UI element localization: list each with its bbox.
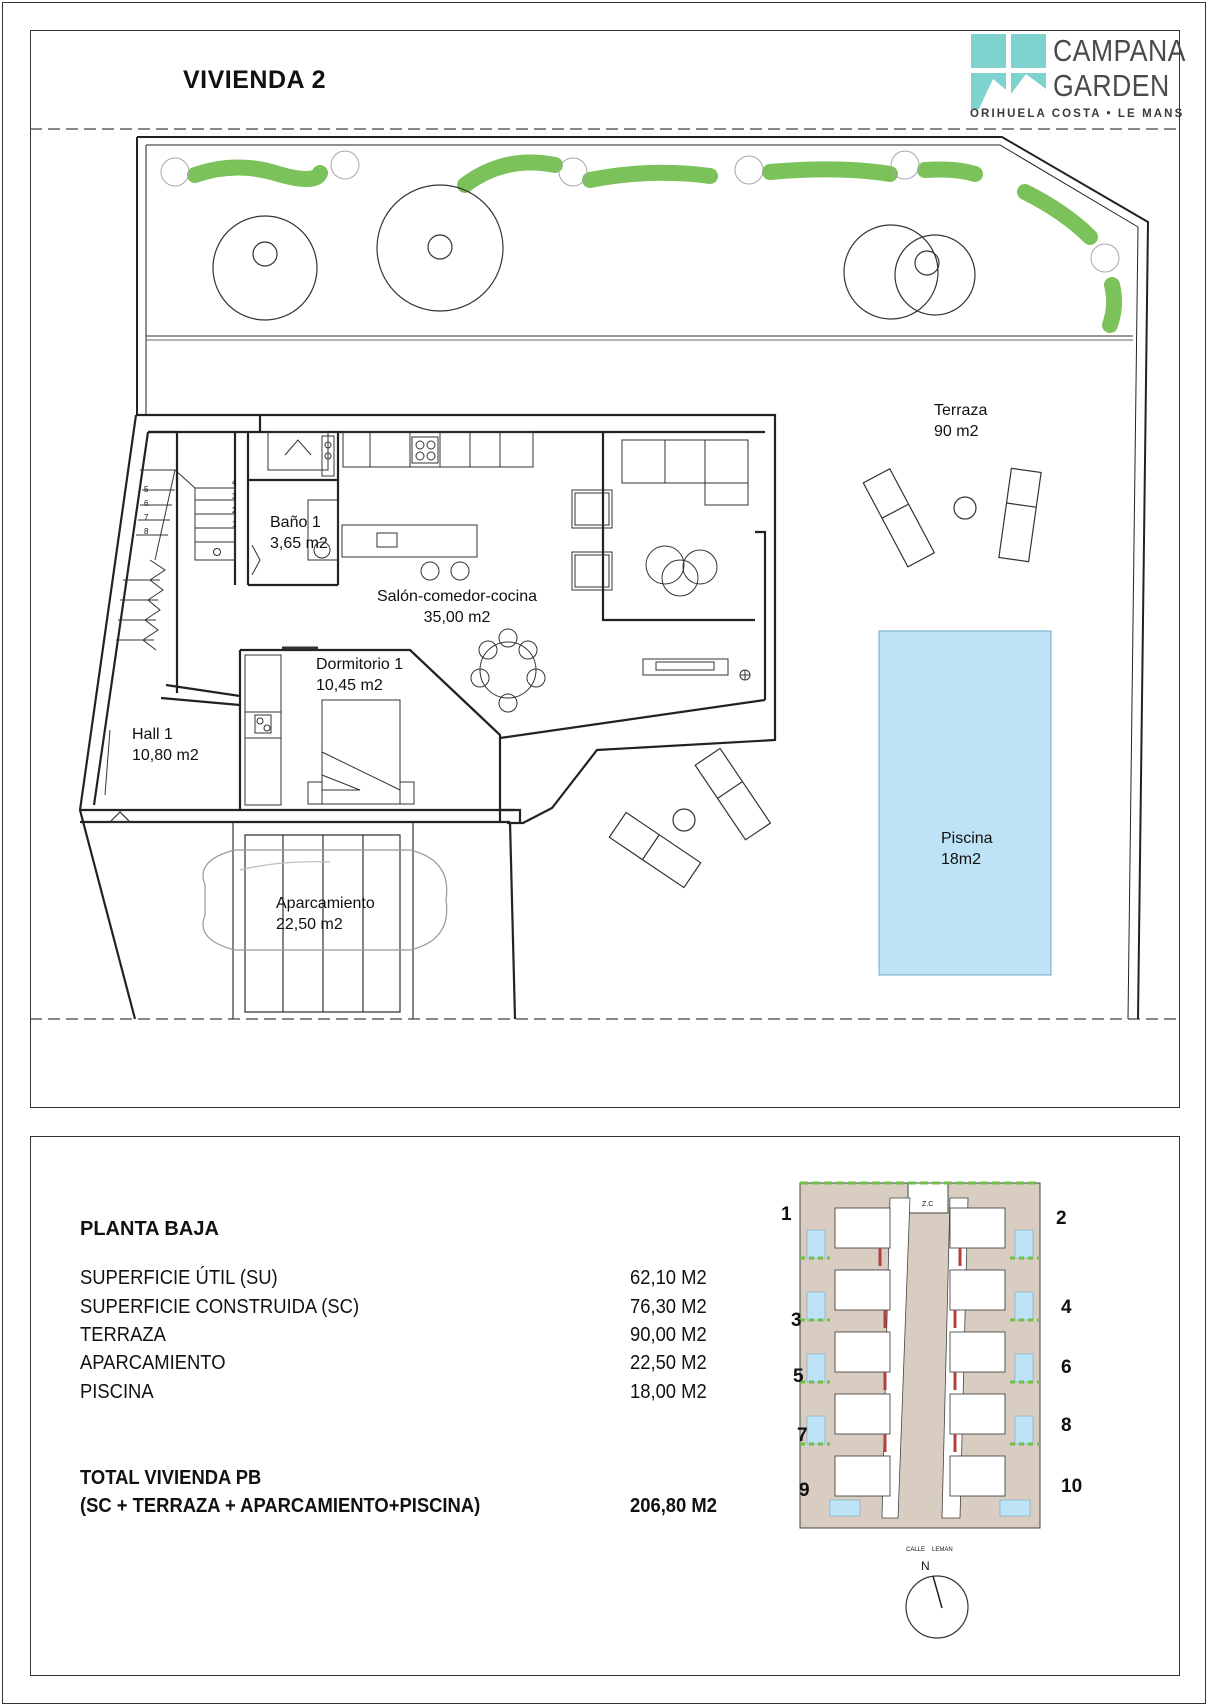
house-walls xyxy=(80,415,775,1019)
living-furniture xyxy=(471,440,750,712)
page-title: VIVIENDA 2 xyxy=(183,66,327,94)
pool xyxy=(879,631,1051,975)
staircase xyxy=(116,470,235,650)
unit-number: 3 xyxy=(791,1310,802,1331)
room-label-piscina: Piscina 18m2 xyxy=(941,830,993,868)
entrance-arrow xyxy=(110,812,130,822)
site-plan-street-label-1: CALLE xyxy=(906,1547,926,1553)
site-plan-diagram xyxy=(790,1178,1050,1538)
unit-number: 4 xyxy=(1061,1297,1072,1318)
summary-label-aparcamiento: APARCAMIENTO xyxy=(80,1352,226,1374)
summary-value-su: 62,10 M2 xyxy=(630,1267,707,1289)
summary-value-piscina: 18,00 M2 xyxy=(630,1381,707,1403)
summary-label-piscina: PISCINA xyxy=(80,1381,154,1403)
room-label-dormitorio: Dormitorio 1 10,45 m2 xyxy=(316,656,404,694)
stair-numbers-left: 5 6 7 8 xyxy=(144,485,149,536)
unit-number: 7 xyxy=(797,1425,808,1446)
tree-circles xyxy=(213,185,975,320)
summary-value-sc: 76,30 M2 xyxy=(630,1296,707,1318)
unit-number: 10 xyxy=(1061,1476,1083,1497)
room-label-bano: Baño 1 3,65 m2 xyxy=(270,514,328,552)
kitchen-fixtures xyxy=(342,432,533,580)
unit-number: 6 xyxy=(1061,1357,1072,1378)
logo-subtitle: ORIHUELA COSTA • LE MANS xyxy=(970,108,1185,120)
summary-total-label-2: (SC + TERRAZA + APARCAMIENTO+PISCINA) xyxy=(80,1495,481,1517)
logo-text-garden: GARDEN xyxy=(1053,68,1170,103)
campana-logo-mark xyxy=(971,34,1046,109)
unit-number: 8 xyxy=(1061,1415,1072,1436)
room-label-terraza: Terraza 90 m2 xyxy=(934,402,988,440)
unit-number: 9 xyxy=(799,1480,810,1501)
logo-text-campana: CAMPANA xyxy=(1053,33,1186,68)
summary-value-aparcamiento: 22,50 M2 xyxy=(630,1352,707,1374)
unit-number: 5 xyxy=(793,1366,804,1387)
summary-heading: PLANTA BAJA xyxy=(80,1218,219,1240)
site-plan-zc-label: Z.C xyxy=(922,1201,934,1208)
summary-value-terraza: 90,00 M2 xyxy=(630,1324,707,1346)
unit-number: 1 xyxy=(781,1204,792,1225)
unit-number: 2 xyxy=(1056,1208,1067,1229)
room-label-aparcamiento: Aparcamiento 22,50 m2 xyxy=(276,895,375,933)
compass-icon xyxy=(902,1572,972,1642)
summary-total-label-1: TOTAL VIVIENDA PB xyxy=(80,1467,262,1489)
summary-label-sc: SUPERFICIE CONSTRUIDA (SC) xyxy=(80,1296,360,1318)
stair-numbers-right: 4 3 2 1 xyxy=(232,478,237,529)
summary-label-terraza: TERRAZA xyxy=(80,1324,166,1346)
room-label-hall: Hall 1 10,80 m2 xyxy=(132,726,199,764)
summary-total-value: 206,80 M2 xyxy=(630,1495,717,1517)
summary-label-su: SUPERFICIE ÚTIL (SU) xyxy=(80,1267,278,1289)
north-label: N xyxy=(921,1559,930,1573)
site-plan-street-label-2: LEMAN xyxy=(932,1547,953,1553)
hedge-greenery xyxy=(195,163,1114,326)
room-label-salon: Salón-comedor-cocina 35,00 m2 xyxy=(376,588,538,626)
